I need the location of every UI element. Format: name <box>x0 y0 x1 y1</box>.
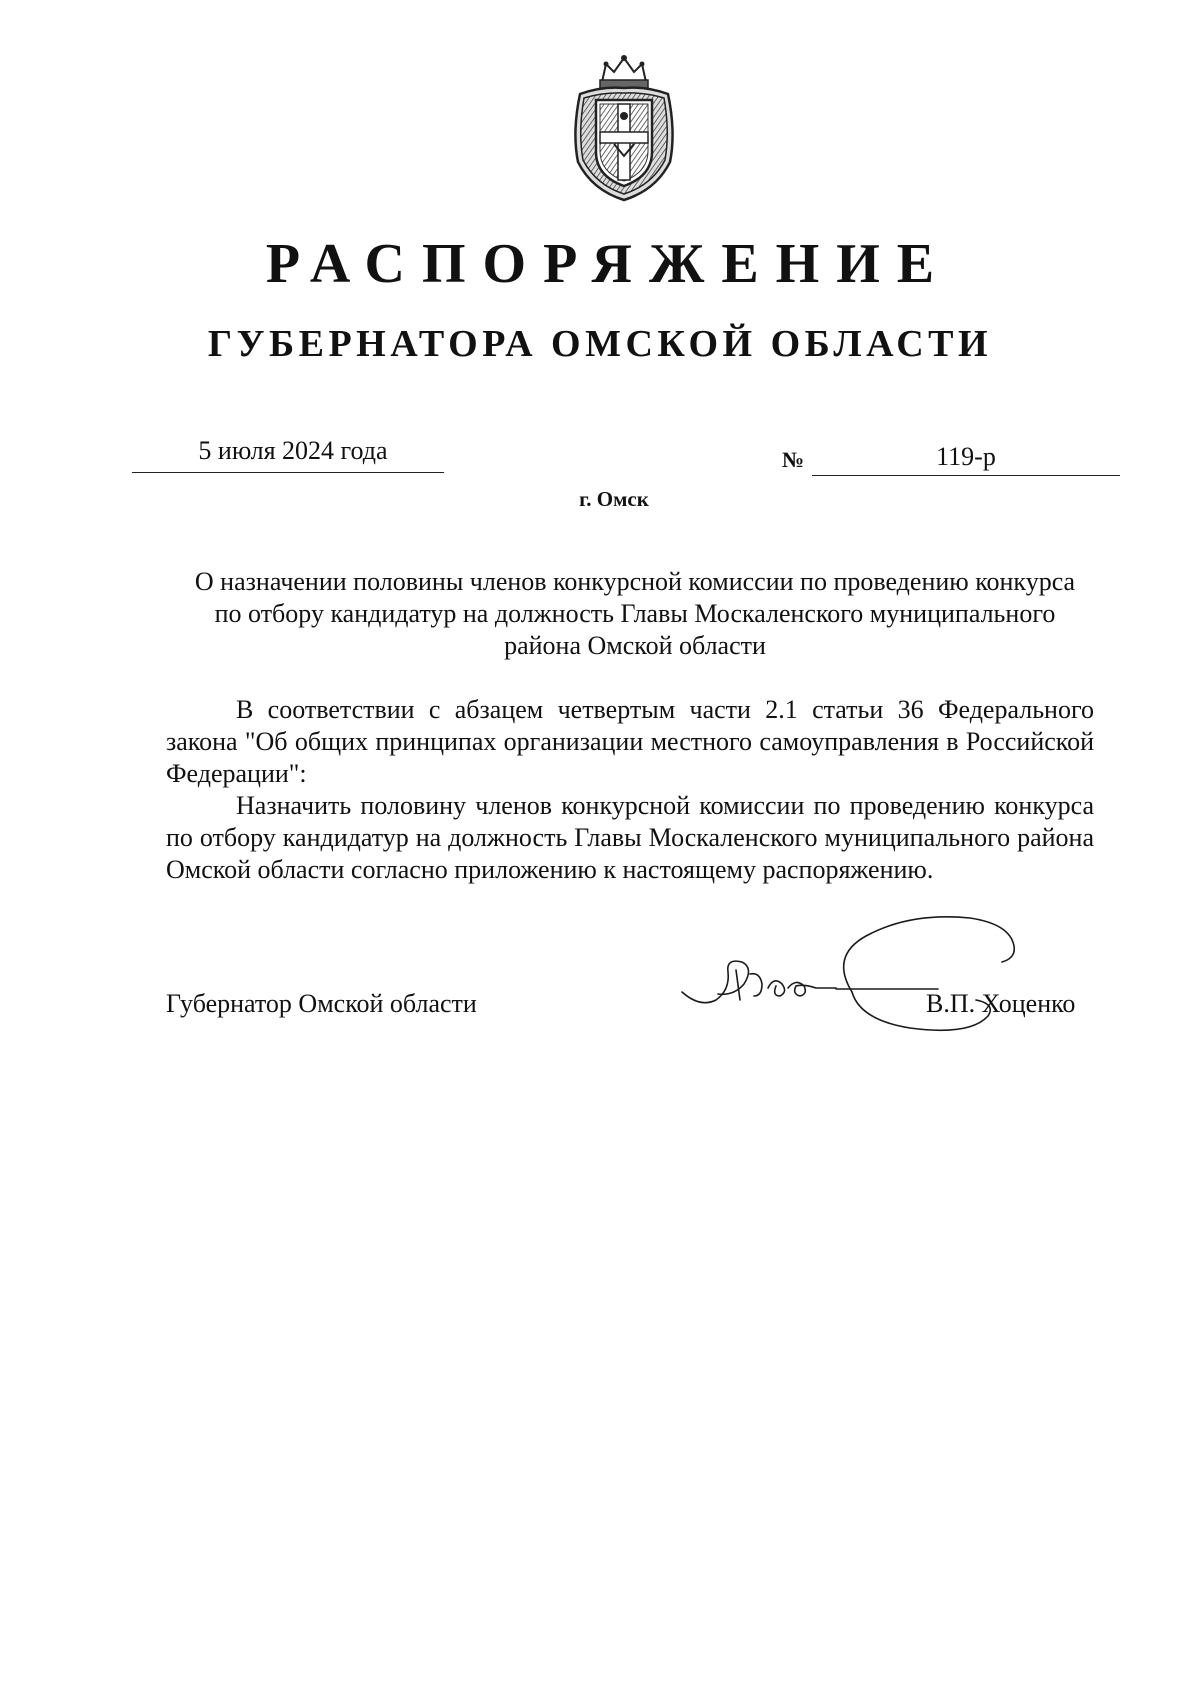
signatory-name: В.П. Хоценко <box>926 989 1076 1018</box>
signatory-position: Губернатор Омской области <box>166 989 477 1018</box>
document-city: г. Омск <box>579 487 649 511</box>
document-subject: О назначении половины членов конкурсной комиссии по проведению конкурса по отбору кандидатур на должность Главы Москаленского муниципального района Омской области <box>194 567 1076 660</box>
document-title: РАСПОРЯЖЕНИЕ <box>265 233 952 295</box>
body-paragraph: Назначить половину членов конкурсной комиссии по проведению конкурса по отбору кандидатур на должность Главы Москаленского муниципального района Омской области согласно приложению к настоящему распоряжению. <box>166 791 1094 884</box>
document-date: 5 июля 2024 года <box>132 434 444 473</box>
handwritten-signature <box>670 896 1050 1056</box>
coat-of-arms-emblem <box>562 52 686 202</box>
number-sign: № <box>782 447 805 472</box>
document-number: 119-р <box>812 440 1120 476</box>
body-paragraph: В соответствии с абзацем четвертым части 2.1 статьи 36 Федерального закона "Об общих принципах организации местного самоуправления в Российской Федерации": <box>166 695 1094 788</box>
document-body <box>166 694 1094 886</box>
document-number-block <box>782 438 1120 476</box>
document-issuer: ГУБЕРНАТОРА ОМСКОЙ ОБЛАСТИ <box>207 323 993 365</box>
